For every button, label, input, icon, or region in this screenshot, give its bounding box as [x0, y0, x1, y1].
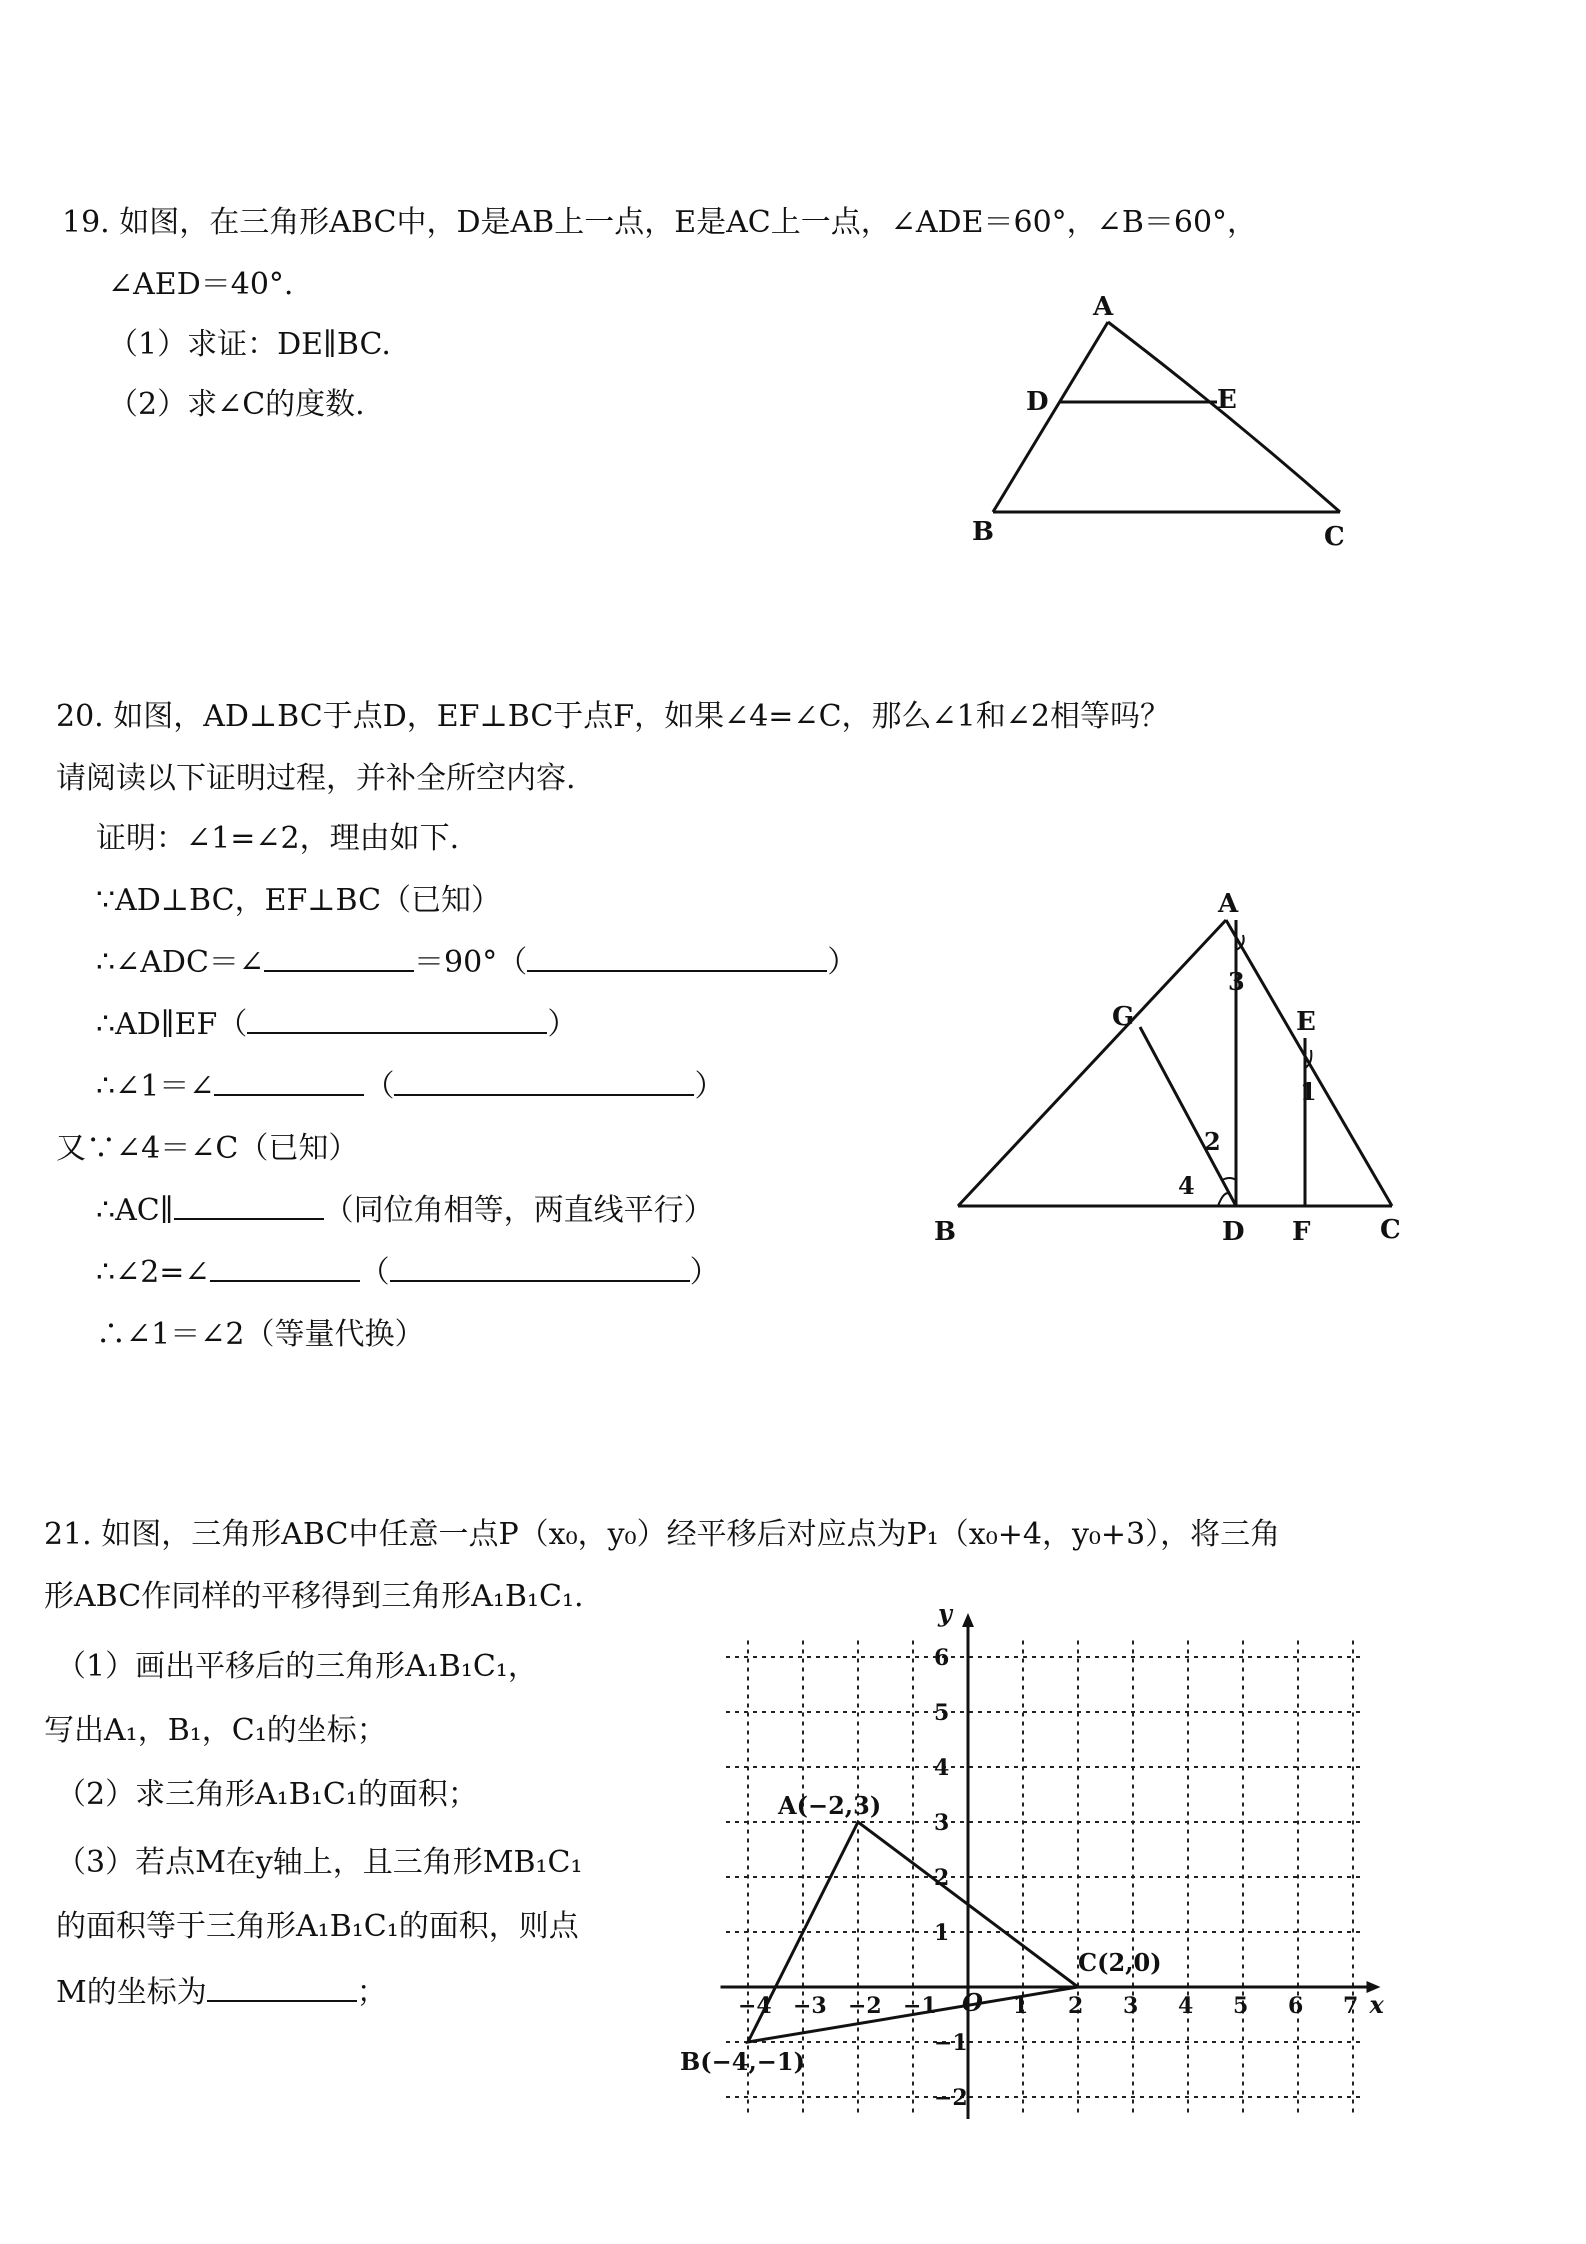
q20-stem-line2: 请阅读以下证明过程，并补全所空内容.	[56, 761, 576, 796]
q20-proof-line-9: ∴∠1＝∠2（等量代换）	[96, 1317, 425, 1352]
q19-label-d: D	[1026, 387, 1049, 417]
x-tick-label: 5	[1233, 1993, 1249, 2019]
q19-stem-line1: 19. 如图，在三角形ABC中，D是AB上一点，E是AC上一点，∠ADE＝60°，∠B＝60°，	[62, 205, 1258, 240]
q20-label-g: G	[1112, 1002, 1135, 1032]
q20-label-c: C	[1380, 1215, 1401, 1245]
q20-proof-line-4	[96, 1006, 577, 1044]
q21-part1a: （1）画出平移后的三角形A₁B₁C₁，	[56, 1649, 538, 1684]
q21-part3c-end: ；	[356, 1975, 387, 2010]
q21-part2: （2）求三角形A₁B₁C₁的面积；	[56, 1777, 478, 1812]
q19-label-b: B	[972, 517, 994, 547]
q19-label-a: A	[1093, 292, 1114, 322]
q21-answer-blank[interactable]	[207, 1974, 357, 2002]
y-tick-label: 4	[934, 1755, 950, 1781]
q20-blank-line[interactable]	[174, 1192, 324, 1220]
q20-angle-4-label: 4	[1178, 1171, 1195, 1200]
y-tick-label: 1	[934, 1920, 950, 1946]
q20-label-a: A	[1218, 889, 1239, 919]
q20-proof-line-8	[96, 1254, 720, 1292]
q21-part3b: 的面积等于三角形A₁B₁C₁的面积，则点	[56, 1909, 579, 1944]
q20-proof-3-mid: ＝90°（	[414, 945, 528, 980]
q20-proof-5-pre: ∴∠1＝∠	[96, 1069, 215, 1104]
q20-proof-7-pre: ∴AC∥	[96, 1193, 174, 1228]
q20-label-f: F	[1292, 1217, 1311, 1247]
x-tick-label: −2	[848, 1993, 882, 2019]
q20-proof-5-mid: （	[364, 1069, 395, 1104]
origin-label: O	[962, 1988, 983, 2017]
q20-blank-angle-3[interactable]	[210, 1254, 360, 1282]
q20-proof-7-post: （同位角相等，两直线平行）	[323, 1193, 714, 1228]
q19-side-ac	[1108, 322, 1340, 512]
q20-label-d: D	[1222, 1217, 1245, 1247]
point-a-label: A(−2,3)	[778, 1791, 882, 1820]
x-tick-label: −4	[738, 1993, 772, 2019]
q19-stem-line2: ∠AED＝40°.	[108, 267, 294, 302]
y-tick-label: −2	[934, 2085, 968, 2111]
q21-coordinate-graph	[680, 1598, 1420, 2130]
x-tick-label: −3	[793, 1993, 827, 2019]
q19-triangle-figure	[960, 280, 1380, 560]
q20-proof-8-mid: （	[359, 1255, 390, 1290]
y-axis-arrow-icon	[962, 1613, 974, 1627]
q20-label-b: B	[934, 1217, 956, 1247]
x-tick-label: 2	[1068, 1993, 1084, 2019]
q19-label-e: E	[1217, 385, 1237, 415]
q19-side-ab	[993, 322, 1108, 512]
q20-side-ab	[958, 920, 1226, 1206]
q20-proof-3-pre: ∴∠ADC＝∠	[96, 945, 265, 980]
q20-proof-line-1: 证明：∠1=∠2，理由如下.	[96, 821, 460, 856]
q20-stem-line1: 20. 如图，AD⊥BC于点D，EF⊥BC于点F，如果∠4=∠C，那么∠1和∠2相等吗？	[56, 699, 1170, 734]
q21-stem-line1: 21. 如图，三角形ABC中任意一点P（x₀，y₀）经平移后对应点为P₁（x₀+4，y₀+3），将三角	[44, 1517, 1281, 1552]
q20-angle-1-label: 1	[1300, 1077, 1317, 1106]
q19-label-c: C	[1324, 522, 1345, 552]
q20-blank-reason-4[interactable]	[390, 1254, 690, 1282]
y-tick-label: 6	[934, 1645, 950, 1671]
q20-angle-3-label: 3	[1228, 967, 1245, 996]
q20-proof-line-3	[96, 944, 857, 982]
point-b-label: B(−4,−1)	[680, 2047, 805, 2076]
q20-figure	[920, 880, 1420, 1247]
q20-blank-reason-2[interactable]	[247, 1006, 547, 1034]
q20-proof-8-pre: ∴∠2=∠	[96, 1255, 210, 1290]
q20-angle-2-arc	[1222, 1178, 1236, 1180]
q21-part3c	[56, 1974, 387, 2012]
x-tick-label: 6	[1288, 1993, 1304, 2019]
x-tick-label: 4	[1178, 1993, 1194, 2019]
q20-blank-angle-1[interactable]	[264, 944, 414, 972]
q20-proof-4-pre: ∴AD∥EF（	[96, 1007, 248, 1042]
q19-part1: （1）求证：DE∥BC.	[108, 327, 391, 362]
q20-angle-4-arc	[1218, 1193, 1230, 1206]
q21-axes	[721, 1598, 1385, 2119]
x-axis-label: x	[1369, 1990, 1384, 2019]
q21-grid	[726, 1641, 1364, 2114]
q21-part3a: （3）若点M在y轴上，且三角形MB₁C₁	[56, 1845, 583, 1880]
q20-proof-line-5	[96, 1068, 724, 1106]
y-tick-label: 2	[934, 1865, 950, 1891]
q20-label-e: E	[1296, 1007, 1316, 1037]
q20-blank-reason-1[interactable]	[527, 944, 827, 972]
y-axis-label: y	[938, 1598, 952, 1628]
y-tick-label: 3	[934, 1810, 950, 1836]
q20-proof-line-2: ∵AD⊥BC，EF⊥BC（已知）	[96, 883, 502, 918]
q20-proof-3-post: ）	[827, 945, 858, 980]
q21-stem-line2: 形ABC作同样的平移得到三角形A₁B₁C₁.	[44, 1579, 584, 1614]
x-tick-label: 1	[1013, 1993, 1029, 2019]
x-tick-label: −1	[903, 1993, 937, 2019]
q20-blank-angle-2[interactable]	[214, 1068, 364, 1096]
x-tick-label: 3	[1123, 1993, 1139, 2019]
y-tick-label: −1	[934, 2030, 968, 2056]
q20-blank-reason-3[interactable]	[394, 1068, 694, 1096]
q19-part2: （2）求∠C的度数.	[108, 387, 365, 422]
q20-proof-line-7	[96, 1192, 714, 1230]
q20-proof-4-post: ）	[547, 1007, 578, 1042]
q21-part1b: 写出A₁，B₁，C₁的坐标；	[44, 1713, 387, 1748]
y-tick-label: 5	[934, 1700, 950, 1726]
point-c-label: C(2,0)	[1078, 1948, 1162, 1977]
q20-proof-5-post: ）	[694, 1069, 725, 1104]
q20-proof-8-post: ）	[689, 1255, 720, 1290]
q20-proof-line-6: 又∵∠4＝∠C（已知）	[56, 1131, 359, 1166]
x-tick-label: 7	[1343, 1993, 1359, 2019]
q20-angle-2-label: 2	[1204, 1127, 1221, 1156]
q21-part3c-text: M的坐标为	[56, 1975, 207, 2010]
